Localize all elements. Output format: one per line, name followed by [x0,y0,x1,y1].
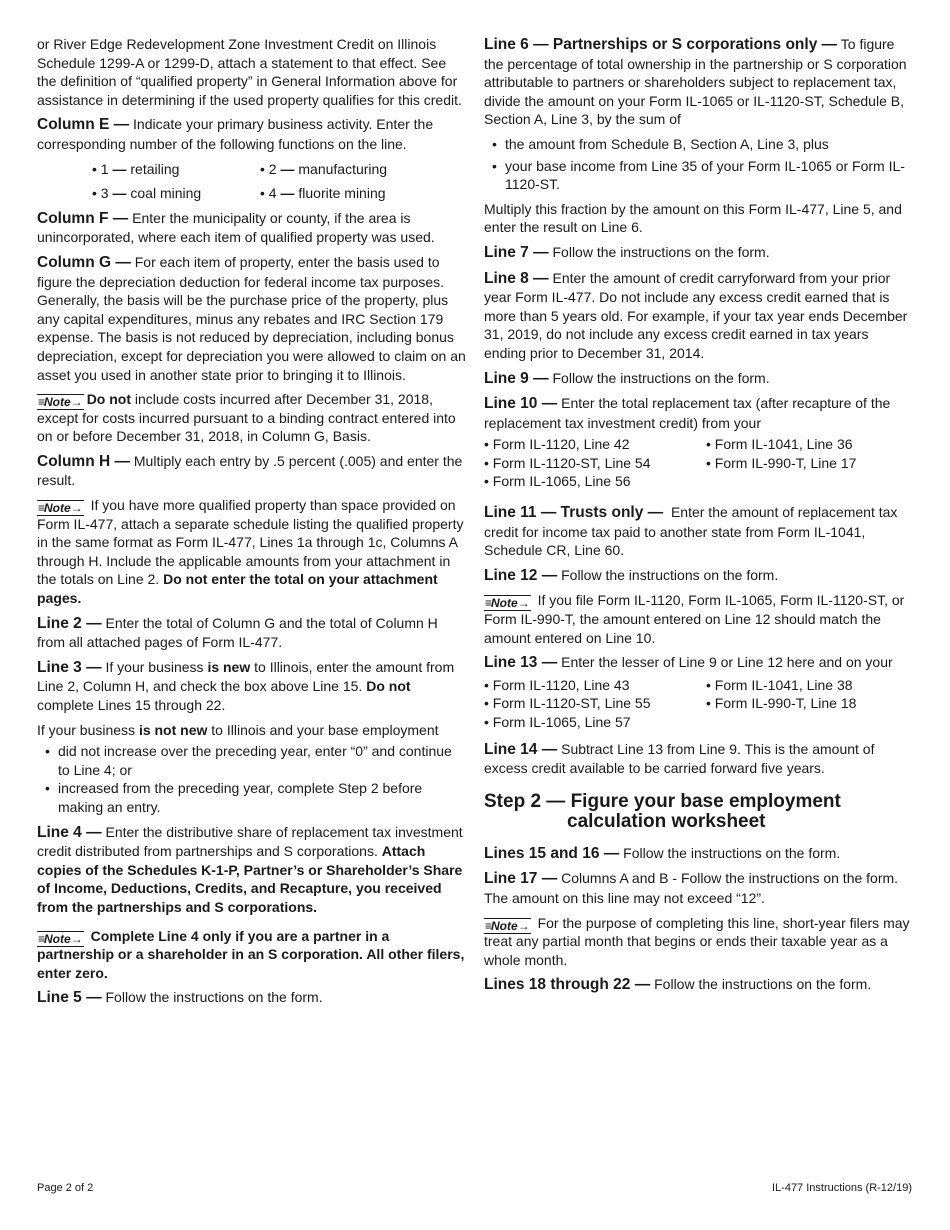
line-10-heading: Line 10 — [484,395,558,413]
left-column [37,35,467,1014]
note-attachment-paragraph: ≡Note→ If you have more qualified property than space provided on Form IL-477, attach a separate schedule listing the qualified property in the same format as Form IL-477, Lines 1a through 1c, Columns A through H. Include the applicable amounts from your attachment in the totals on Line 2. Do not enter the total on your attachment pages. [37,497,464,607]
activity-code-item: • 2 — manufacturing [260,160,388,177]
line-13-heading: Line 13 — [484,654,558,672]
line-10-paragraph: Line 10 — Enter the total replacement tax (after recapture of the replacement tax investment credit) from your [484,395,891,431]
line-3-paragraph: Line 3 — If your business is new to Illinois, enter the amount from Line 2, Column H, and check the box above Line 15. Do not complete Lines 15 through 22. [37,658,455,713]
line-3-heading: Line 3 — [37,658,102,676]
list-item: • Form IL-1120-ST, Line 54 [484,454,651,471]
column-f-paragraph: Column F — Enter the municipality or county, if the area is unincorporated, where each item of qualified property was used. [37,209,435,246]
line-6-multiply-paragraph: Multiply this fraction by the amount on this Form IL-477, Line 5, and enter the result on Line 6. [484,200,902,236]
list-item: • the amount from Schedule B, Section A, Line 3, plus [484,135,914,154]
line-5-heading: Line 5 — [37,989,102,1007]
step-2-heading: Step 2 — Figure your base employment calculation worksheet [484,790,841,832]
right-column [484,35,914,1001]
list-item: • Form IL-1120, Line 43 [484,676,630,693]
line-13-paragraph: Line 13 — Enter the lesser of Line 9 or Line 12 here and on your [484,654,893,672]
list-item: • Form IL-1120-ST, Line 55 [484,695,651,712]
line-8-paragraph: Line 8 — Enter the amount of credit carryforward from your prior year Form IL-477. Do not include any excess credit earned that is more than 5 years old. For example, if your tax year ends December 31, 2019, do not include any excess credit earned in tax years ending prior to December 31, 2014. [484,269,908,361]
activity-code-item: • 3 — coal mining [92,185,202,202]
column-e-paragraph [37,115,467,153]
list-item: • Form IL-1041, Line 36 [706,436,853,453]
note-line-12-paragraph: ≡Note→ If you file Form IL-1120, Form IL-1065, Form IL-1120-ST, or Form IL-990-T, the amount entered on Line 12 should match the amount entered on Line 10. [484,592,905,646]
line-9-heading: Line 9 — [484,369,549,387]
note-icon: ≡Note→ [485,918,530,933]
not-new-paragraph: If your business is not new to Illinois and your base employment [37,721,439,738]
note-icon: ≡Note→ [38,395,83,410]
column-e-heading: Column E — [37,116,130,134]
line-6-bullet-list [484,135,914,194]
line-9-paragraph: Line 9 — Follow the instructions on the form. [484,369,770,387]
line-10-form-list [484,435,914,491]
line-14-paragraph: Line 14 — Subtract Line 13 from Line 9. This is the amount of excess credit available to be carried forward five years. [484,740,875,777]
line-2-paragraph: Line 2 — Enter the total of Column G and the total of Column H from all attached pages of Form IL-477. [37,614,438,651]
column-g-heading: Column G — [37,253,131,271]
line-14-heading: Line 14 — [484,740,558,758]
line-12-paragraph: Line 12 — Follow the instructions on the form. [484,566,779,584]
line-4-paragraph: Line 4 — Enter the distributive share of replacement tax investment credit distributed from partnerships and S corporations. Attach copies of the Schedules K-1-P, Partner’s or Shareholder’s Share of Income, Deductions, Credits, and Recapture, you received from the partnerships and S corporations. [37,823,463,915]
line-13-form-list [484,676,914,732]
intro-paragraph: or River Edge Redevelopment Zone Investment Credit on Illinois Schedule 1299-A or 1299-D, attach a statement to that effect. See the definition of “qualified property” in General Information above for assistance in determining if the used property qualifies for this credit. [37,36,462,108]
list-item: • your base income from Line 35 of your Form IL-1065 or Form IL-1120-ST. [484,157,914,194]
list-item: • Form IL-1065, Line 56 [484,473,631,490]
line-12-heading: Line 12 — [484,566,558,584]
list-item: • Form IL-1065, Line 57 [484,714,631,730]
line-7-paragraph: Line 7 — Follow the instructions on the form. [484,243,770,261]
column-f-heading: Column F — [37,209,129,227]
column-h-paragraph: Column H — Multiply each entry by .5 percent (.005) and enter the result. [37,452,463,489]
column-h-heading: Column H — [37,452,130,470]
line-7-heading: Line 7 — [484,243,549,261]
list-item: • Form IL-1041, Line 38 [706,676,853,693]
activity-code-item: • 4 — fluorite mining [260,185,386,202]
line-2-heading: Line 2 — [37,614,102,632]
activity-code-list [92,160,467,203]
line-4-heading: Line 4 — [37,823,102,841]
note-line-4-paragraph: ≡Note→ Complete Line 4 only if you are a partner in a partnership or a shareholder in an S corporation. All other filers, enter zero. [37,927,465,981]
list-item: • Form IL-990-T, Line 18 [706,695,857,712]
column-g-paragraph: Column G — For each item of property, enter the basis used to figure the depreciation deduction for federal income tax purposes. Generally, the basis will be the purchase price of the property, plus any capital expenditures, minus any rebates and IRC Section 179 expense. The basis is not reduced by depreciation, including bonus depreciation, except for depreciation you were allowed to claim on an asset you used in another state prior to bringing it to Illinois. [37,253,466,383]
list-item: • Form IL-990-T, Line 17 [706,454,857,471]
line-6-paragraph: Line 6 — Partnerships or S corporations only — To figure the percentage of total ownership in the partnership or S corporation attributable to partners or shareholders subject to replacement tax, divide the amount on your Form IL-1065 or IL-1120-ST, Schedule B, Section A, Line 3, by the sum of [484,36,907,128]
note-basis-paragraph: ≡Note→ Do not include costs incurred after December 31, 2018, except for costs incurred pursuant to a binding contract entered into on or before December 31, 2018, in Column G, Basis. [37,391,456,445]
line-17-paragraph: Line 17 — Columns A and B - Follow the instructions on the form. The amount on this line may not exceed “12”. [484,870,899,906]
page-number: Page 2 of 2 [37,1182,94,1194]
lines-15-16-paragraph: Lines 15 and 16 — Follow the instructions on the form. [484,844,841,862]
not-new-bullet-list [37,742,467,816]
note-icon: ≡Note→ [485,596,530,611]
activity-code-item: • 1 — retailing [92,160,180,177]
note-icon: ≡Note→ [38,931,83,946]
note-icon: ≡Note→ [38,501,83,516]
line-11-paragraph: Line 11 — Trusts only — Enter the amount of replacement tax credit for income tax paid to another state from Form IL-1041, Schedule CR, Line 60. [484,504,902,559]
line-11-heading: Line 11 — Trusts only — [484,504,664,522]
line-6-heading: Line 6 — Partnerships or S corporations only — [484,36,838,53]
list-item: • did not increase over the preceding year, enter “0” and continue to Line 4; or [37,742,467,779]
list-item: • Form IL-1120, Line 42 [484,436,630,453]
lines-15-16-heading: Lines 15 and 16 — [484,844,620,862]
form-revision-label: IL-477 Instructions (R-12/19) [771,1182,912,1194]
note-line-17-paragraph: ≡Note→ For the purpose of completing this line, short-year filers may treat any partial month that begins or ends their taxable year as a whole month. [484,914,910,968]
lines-18-22-heading: Lines 18 through 22 — [484,976,651,994]
lines-18-22-paragraph: Lines 18 through 22 — Follow the instructions on the form. [484,976,872,994]
line-8-heading: Line 8 — [484,269,549,287]
line-5-paragraph: Line 5 — Follow the instructions on the form. [37,989,323,1007]
column-e-text: Indicate your primary business activity. Enter the corresponding number of the following functions on the line. [37,116,434,152]
line-17-heading: Line 17 — [484,870,558,888]
list-item: • increased from the preceding year, complete Step 2 before making an entry. [37,779,467,816]
